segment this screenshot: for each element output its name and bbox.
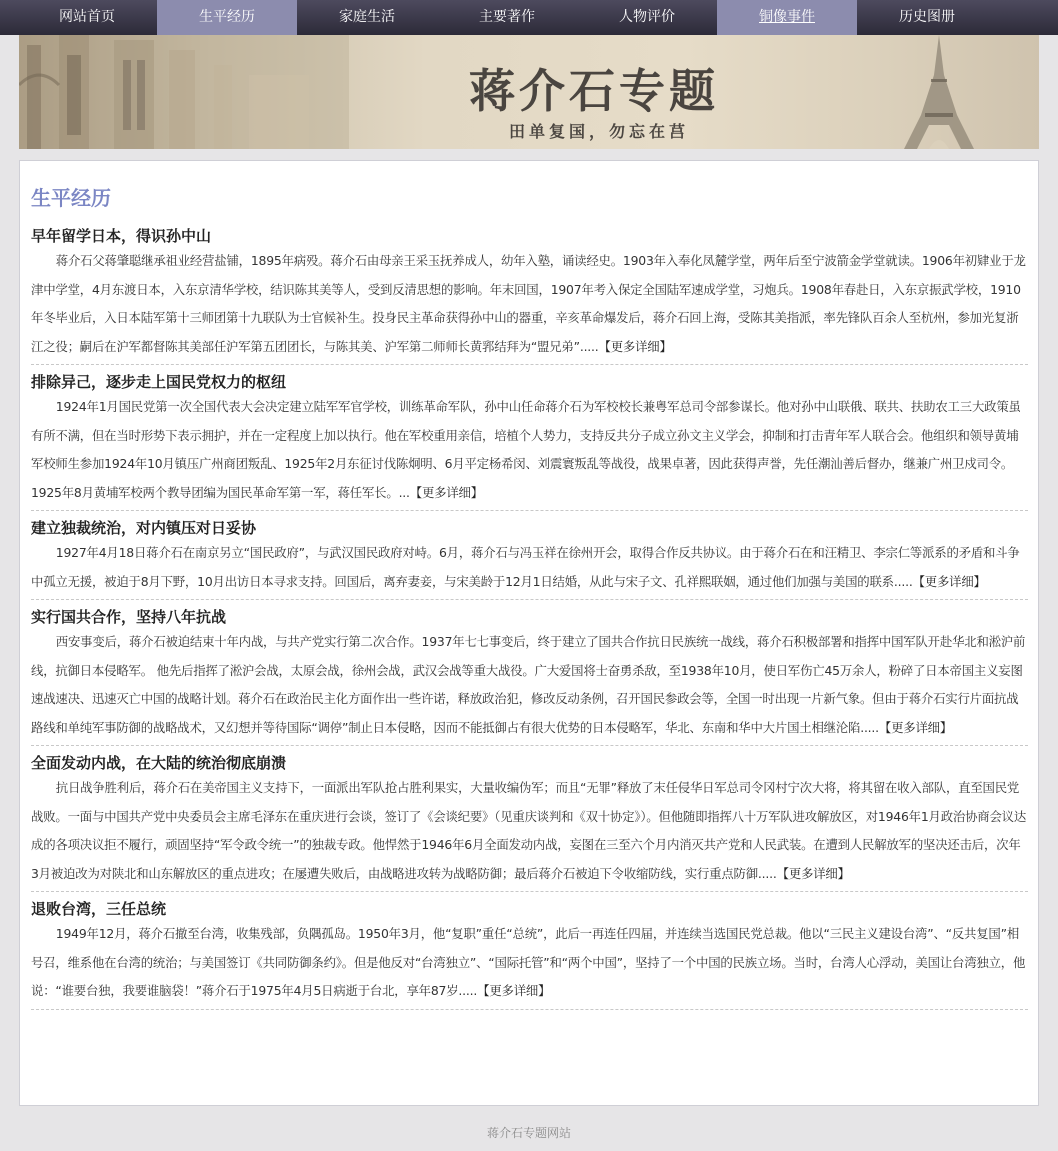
nav-item-biography[interactable]: 生平经历 bbox=[157, 0, 297, 35]
more-details-link[interactable]: 【更多详细】 bbox=[878, 719, 953, 735]
section-text: 1924年1月国民党第一次全国代表大会决定建立陆军军官学校，训练革命军队，孙中山任命蒋介石为军校校长兼粤军总司令部参谋长。他对孙中山联俄、联共、扶助农工三大政策虽有所不满，但在当时形势下表示拥护，并在一定程度上加以执行。他在军校重用亲信，培植个人势力，支持反共分子成立孙文主义学会，抑制和打击青年军人联合会。他组织和领导黄埔军校师生参加1924年10月镇压广州商团叛乱、1925年2月东征讨伐陈炯明、6月平定杨希闵、刘震寰叛乱等战役，战果卓著，因此获得声誉，先任潮汕善后督办，继兼广州卫戍司令。1925年8月黄埔军校两个教导团编为国民革命军第一军，蒋任军长。...【更多详细】 bbox=[31, 399, 1021, 500]
section-text: 1927年4月18日蒋介石在南京另立“国民政府”，与武汉国民政府对峙。6月，蒋介石与冯玉祥在徐州开会，取得合作反共协议。由于蒋介石在和汪精卫、李宗仁等派系的矛盾和斗争中孤立无援，被迫于8月下野，10月出访日本寻求支持。回国后，离弃妻妾，与宋美龄于12月1日结婚，从此与宋子文、孔祥熙联姻，通过他们加强与美国的联系.....【更多详细】 bbox=[31, 545, 1020, 589]
section-heading: 全面发动内战，在大陆的统治彻底崩溃 bbox=[31, 754, 287, 772]
more-details-link[interactable]: 【更多详细】 bbox=[477, 983, 551, 998]
main-content bbox=[19, 160, 1039, 1106]
more-details-link[interactable]: 【更多详细】 bbox=[776, 865, 850, 881]
article-section bbox=[31, 606, 1028, 746]
more-details-link[interactable]: 【更多详细】 bbox=[598, 338, 672, 354]
section-text: 抗日战争胜利后，蒋介石在美帝国主义支持下，一面派出军队抢占胜利果实，大量收编伪军；而且“无罪”释放了末任侵华日军总司令冈村宁次大将，将其留在收入部队，直至国民党战败。一面与中国共产党中央委员会主席毛泽东在重庆进行会谈，签订了《会谈纪要》（见重庆谈判和《双十协定》）。但他随即指挥八十万军队进攻解放区，对1946年1月政治协商会议达成的各项决议拒不履行，顽固坚持“军令政令统一”的独裁专政。他悍然于1946年6月全面发动内战，妄图在三至六个月内消灭共产党和人民武装。在遭到人民解放军的坚决还击后，次年3月被迫改为对陕北和山东解放区的重点进攻；在屡遭失败后，由战略进攻转为战略防御；最后蒋介石被迫下令收缩防线，实行重点防御.....【更多详细】 bbox=[31, 780, 1027, 881]
banner-subtitle: 田单复国，勿忘在莒 bbox=[508, 122, 689, 141]
section-heading: 建立独裁统治，对内镇压对日妥协 bbox=[31, 519, 257, 537]
section-text: 西安事变后，蒋介石被迫结束十年内战，与共产党实行第二次合作。1937年七七事变后，终于建立了国共合作抗日民族统一战线，蒋介石积极部署和指挥中国军队开赴华北和淞沪前线，抗御日本侵略军。 他先后指挥了淞沪会战，太原会战，徐州会战，武汉会战等重大战役。广大爱国将士奋勇杀敌，至1938年10月，使日军伤亡45万余人，粉碎了日本帝国主义妄图速战速决、迅速灭亡中国的战略计划。蒋介石在政治民主化方面作出一些许诺，释放政治犯，修改反动条例，召开国民参政会等，全国一时出现一片新气象。但由于蒋介石实行片面抗战路线和单纯军事防御的战略战术，又幻想并等待国际“调停”制止日本侵略，因而不能抵御占有很大优势的日本侵略军，华北、东南和华中大片国土相继沦陷.....【更多详细】 bbox=[31, 634, 1026, 735]
section-heading: 排除异己，逐步走上国民党权力的枢纽 bbox=[31, 373, 287, 391]
page-title: 生平经历 bbox=[31, 186, 111, 210]
tower-illustration bbox=[889, 35, 989, 149]
section-heading: 早年留学日本，得识孙中山 bbox=[31, 227, 212, 245]
header-banner bbox=[19, 35, 1039, 149]
banner-title: 蒋介石专题 bbox=[469, 64, 719, 118]
more-details-link[interactable]: 【更多详细】 bbox=[409, 484, 483, 500]
nav-item-gallery[interactable]: 历史图册 bbox=[899, 9, 955, 25]
more-details-link[interactable]: 【更多详细】 bbox=[912, 573, 986, 589]
nav-item-works[interactable]: 主要著作 bbox=[479, 9, 535, 25]
building-illustration bbox=[19, 35, 349, 149]
article-section bbox=[31, 752, 1028, 892]
top-nav bbox=[0, 0, 1058, 35]
section-text: 蒋介石父蒋肇聪继承祖业经营盐铺，1895年病殁。蒋介石由母亲王采玉抚养成人，幼年入塾，诵读经史。1903年入奉化凤麓学堂，两年后至宁波箭金学堂就读。1906年初肄业于龙津中学堂，4月东渡日本，入东京清华学校，结识陈其美等人，受到反清思想的影响。年末回国，1907年考入保定全国陆军速成学堂，习炮兵。1908年春赴日，入东京振武学校，1910年冬毕业后，入日本陆军第十三师团第十九联队为士官候补生。投身民主革命获得孙中山的器重，辛亥革命爆发后，蒋介石回上海，受陈其美指派，率先锋队百余人至杭州，参加光复浙江之役；嗣后在沪军都督陈其美部任沪军第五团团长，与陈其美、沪军第二师师长黄郛结拜为“盟兄弟”.....【更多详细】 bbox=[31, 253, 1026, 354]
article-section bbox=[31, 371, 1028, 511]
article-section bbox=[31, 225, 1028, 365]
nav-item-family[interactable]: 家庭生活 bbox=[339, 9, 395, 25]
nav-item-statue-event[interactable]: 铜像事件 bbox=[717, 0, 857, 35]
section-text: 1949年12月，蒋介石撤至台湾，收集残部，负隅孤岛。1950年3月，他“复职”重任“总统”，此后一再连任四届，并连续当选国民党总裁。他以“三民主义建设台湾”、“反共复国”相号召，维系他在台湾的统治；与美国签订《共同防御条约》。但是他反对“台湾独立”、“国际托管”和“两个中国”，坚持了一个中国的民族立场。当时，台湾人心浮动，美国让台湾独立，他说：“谁要台独，我要谁脑袋！”蒋介石于1975年4月5日病逝于台北，享年87岁.....【更多详细】 bbox=[31, 926, 1026, 998]
article-section bbox=[31, 517, 1028, 600]
nav-item-home[interactable]: 网站首页 bbox=[59, 9, 115, 25]
section-heading: 实行国共合作，坚持八年抗战 bbox=[31, 608, 227, 626]
section-heading: 退败台湾，三任总统 bbox=[31, 900, 167, 918]
article-section bbox=[31, 898, 1028, 1010]
nav-item-evaluation[interactable]: 人物评价 bbox=[619, 9, 675, 25]
footer-text: 蒋介石专题网站 bbox=[486, 1126, 571, 1140]
